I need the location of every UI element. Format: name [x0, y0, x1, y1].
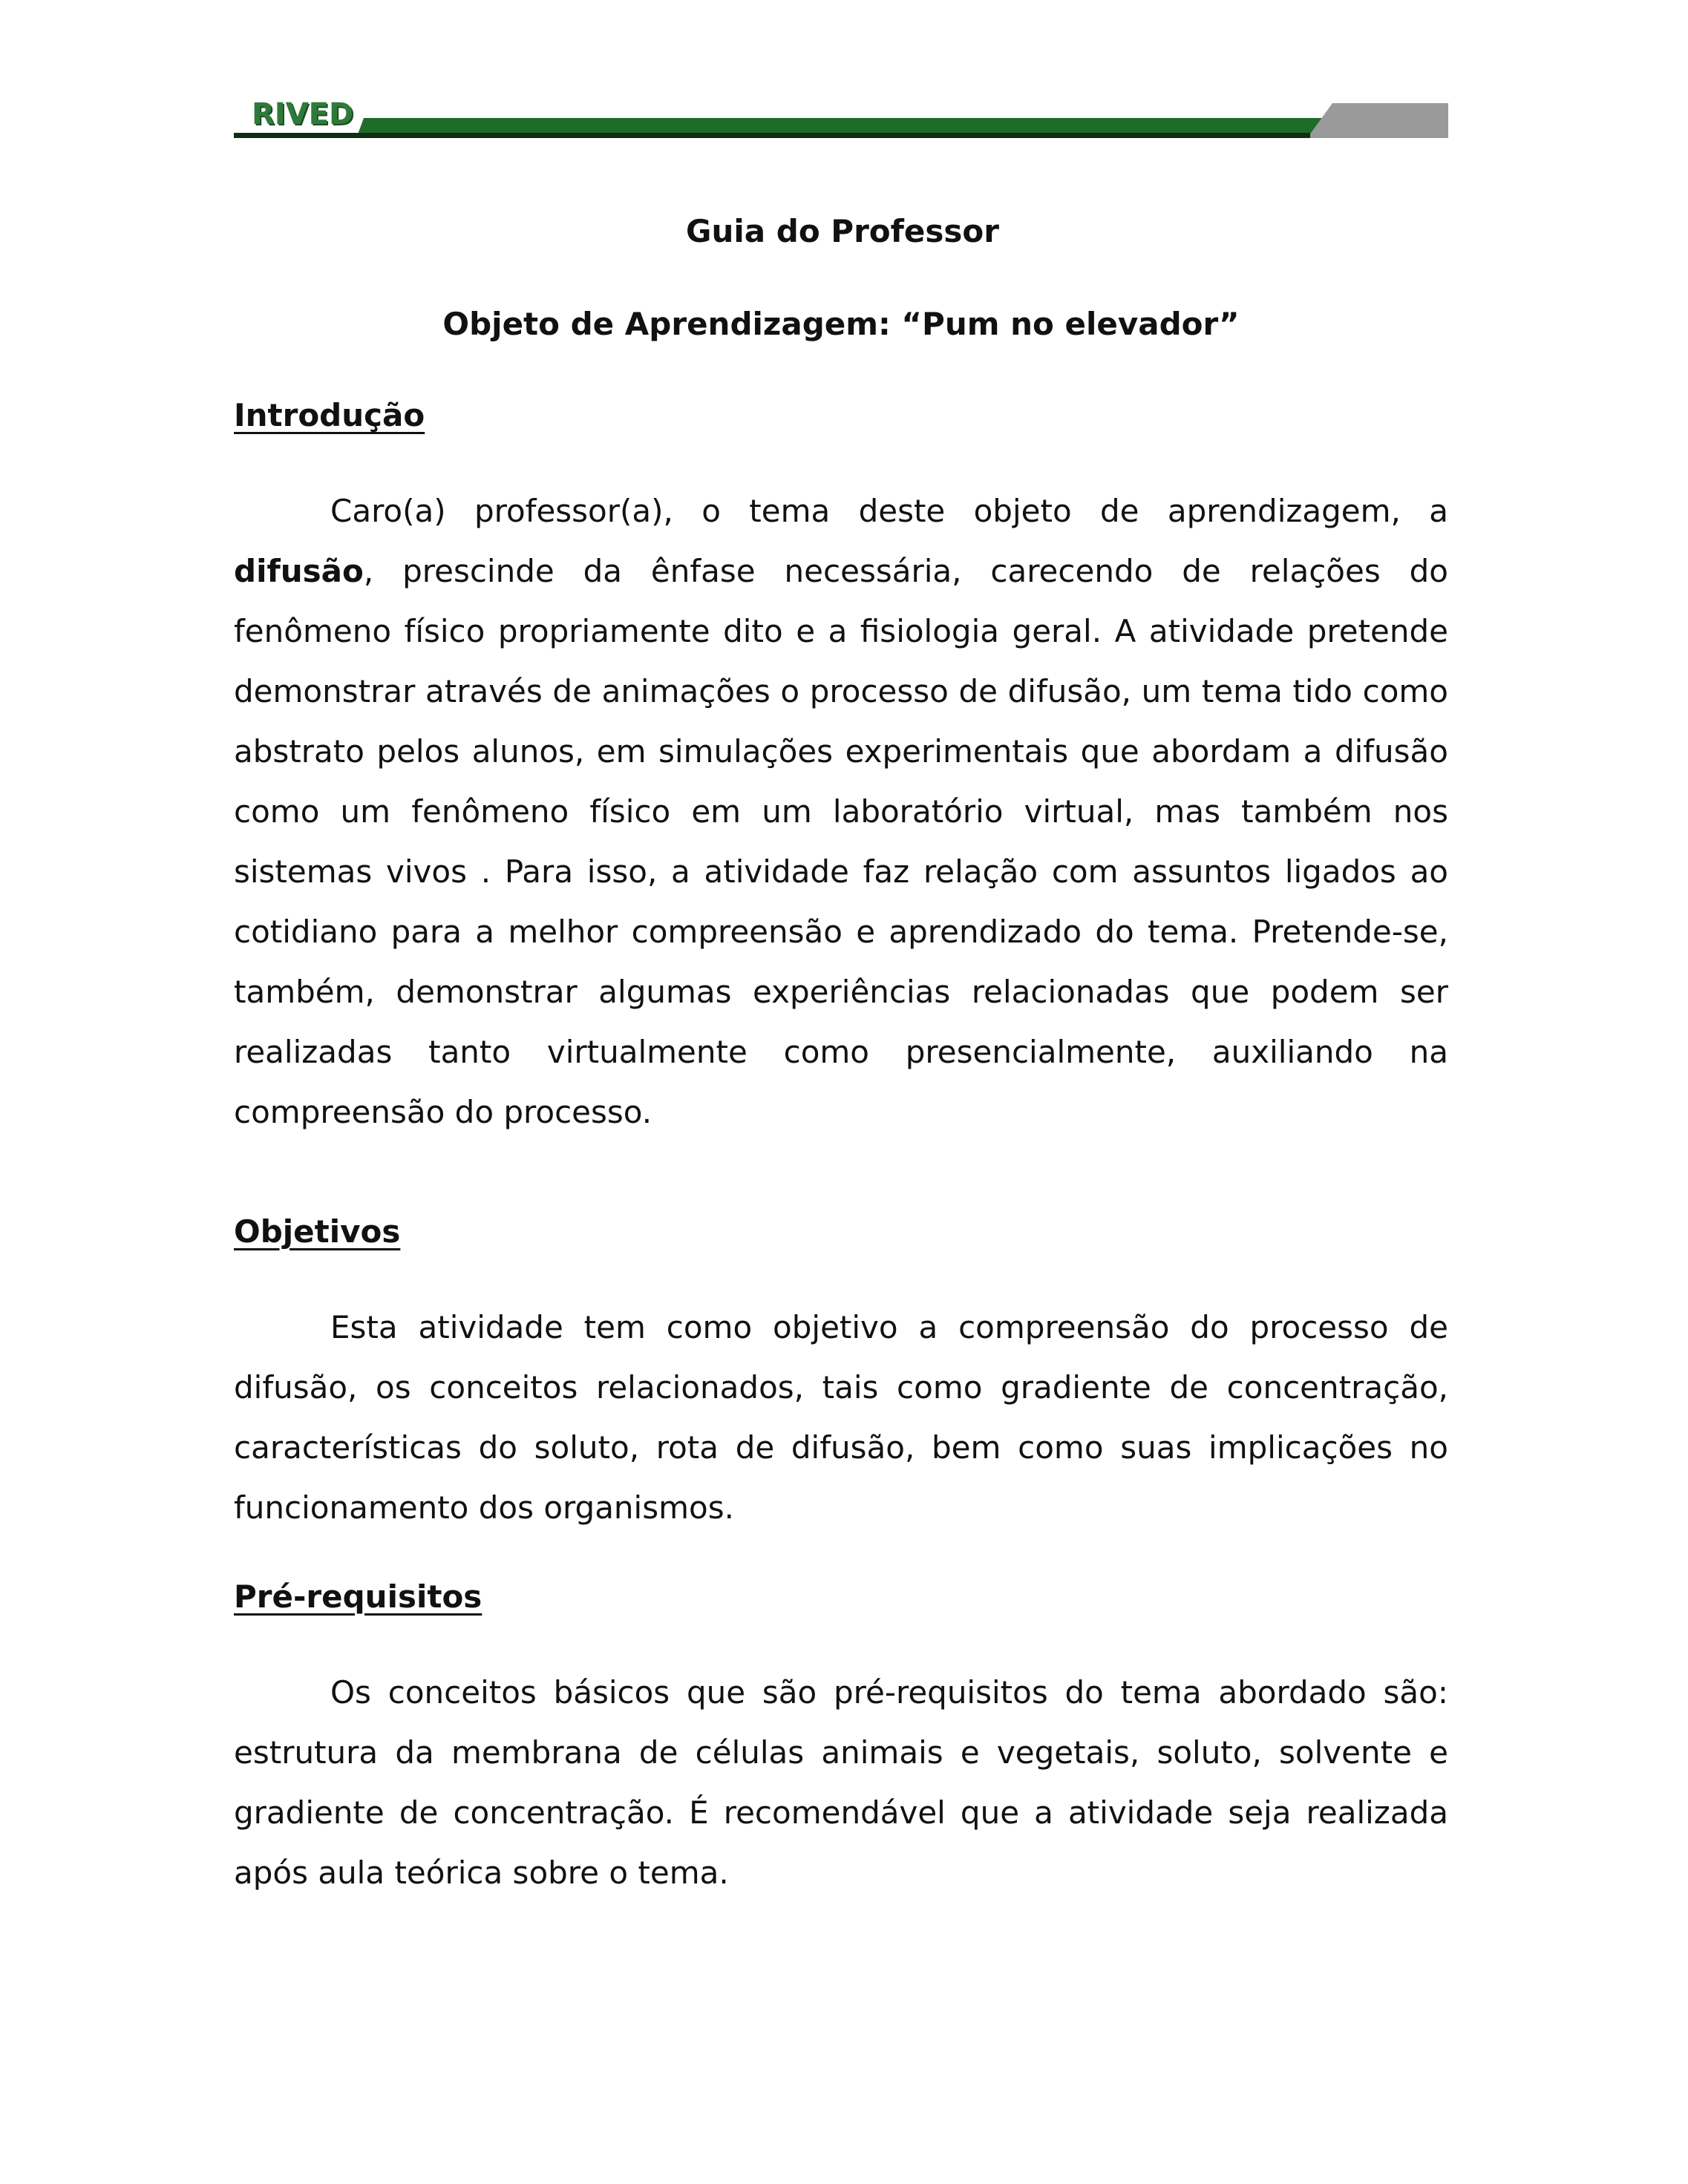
heading-objetivos: Objetivos — [234, 1213, 401, 1250]
intro-text-end: , prescinde da ênfase necessária, carecendo de relações do fenômeno físico propriamente dito e a fisiologia geral. A atividade pretende demonstrar através de animações o processo de difusão, um tema tido como abstrato pelos alunos, em simulações experimentais que abordam a difusão como um fenômeno físico em um laboratório virtual, mas também nos sistemas vivos . Para isso, a atividade faz relação com assuntos ligados ao cotidiano para a melhor compreensão e aprendizado do tema. Pretende-se, também, demonstrar algumas experiências relacionadas que podem ser realizadas tanto virtualmente como presencialmente, auxiliando na compreensão do processo. — [234, 553, 1448, 1130]
intro-text-start: Caro(a) professor(a), o tema deste objeto de aprendizagem, a — [330, 493, 1448, 529]
header-green-band — [358, 118, 1325, 134]
heading-introducao: Introdução — [234, 397, 425, 433]
header-baseline — [234, 133, 1310, 138]
header-gray-tab — [1307, 103, 1448, 138]
header-banner — [234, 96, 1448, 141]
paragraph-prerequisitos: Os conceitos básicos que são pré-requisitos do tema abordado são: estrutura da membrana de células animais e vegetais, soluto, solvente e gradiente de concentração. É recomendável que a atividade seja realizada após aula teórica sobre o tema. — [234, 1674, 1448, 1891]
rived-logo: RIVED — [252, 97, 354, 131]
intro-bold-term: difusão — [234, 553, 364, 589]
paragraph-objetivos: Esta atividade tem como objetivo a compreensão do processo de difusão, os conceitos relacionados, tais como gradiente de concentração, características do soluto, rota de difusão, bem como suas implicações no funcionamento dos organismos. — [234, 1309, 1448, 1526]
heading-prerequisitos: Pré-requisitos — [234, 1578, 482, 1615]
header-banner-graphic — [234, 96, 1448, 141]
paragraph-introducao — [234, 481, 1448, 1142]
document-title: Guia do Professor — [686, 213, 999, 249]
document-subtitle: Objeto de Aprendizagem: “Pum no elevador” — [442, 306, 1240, 342]
